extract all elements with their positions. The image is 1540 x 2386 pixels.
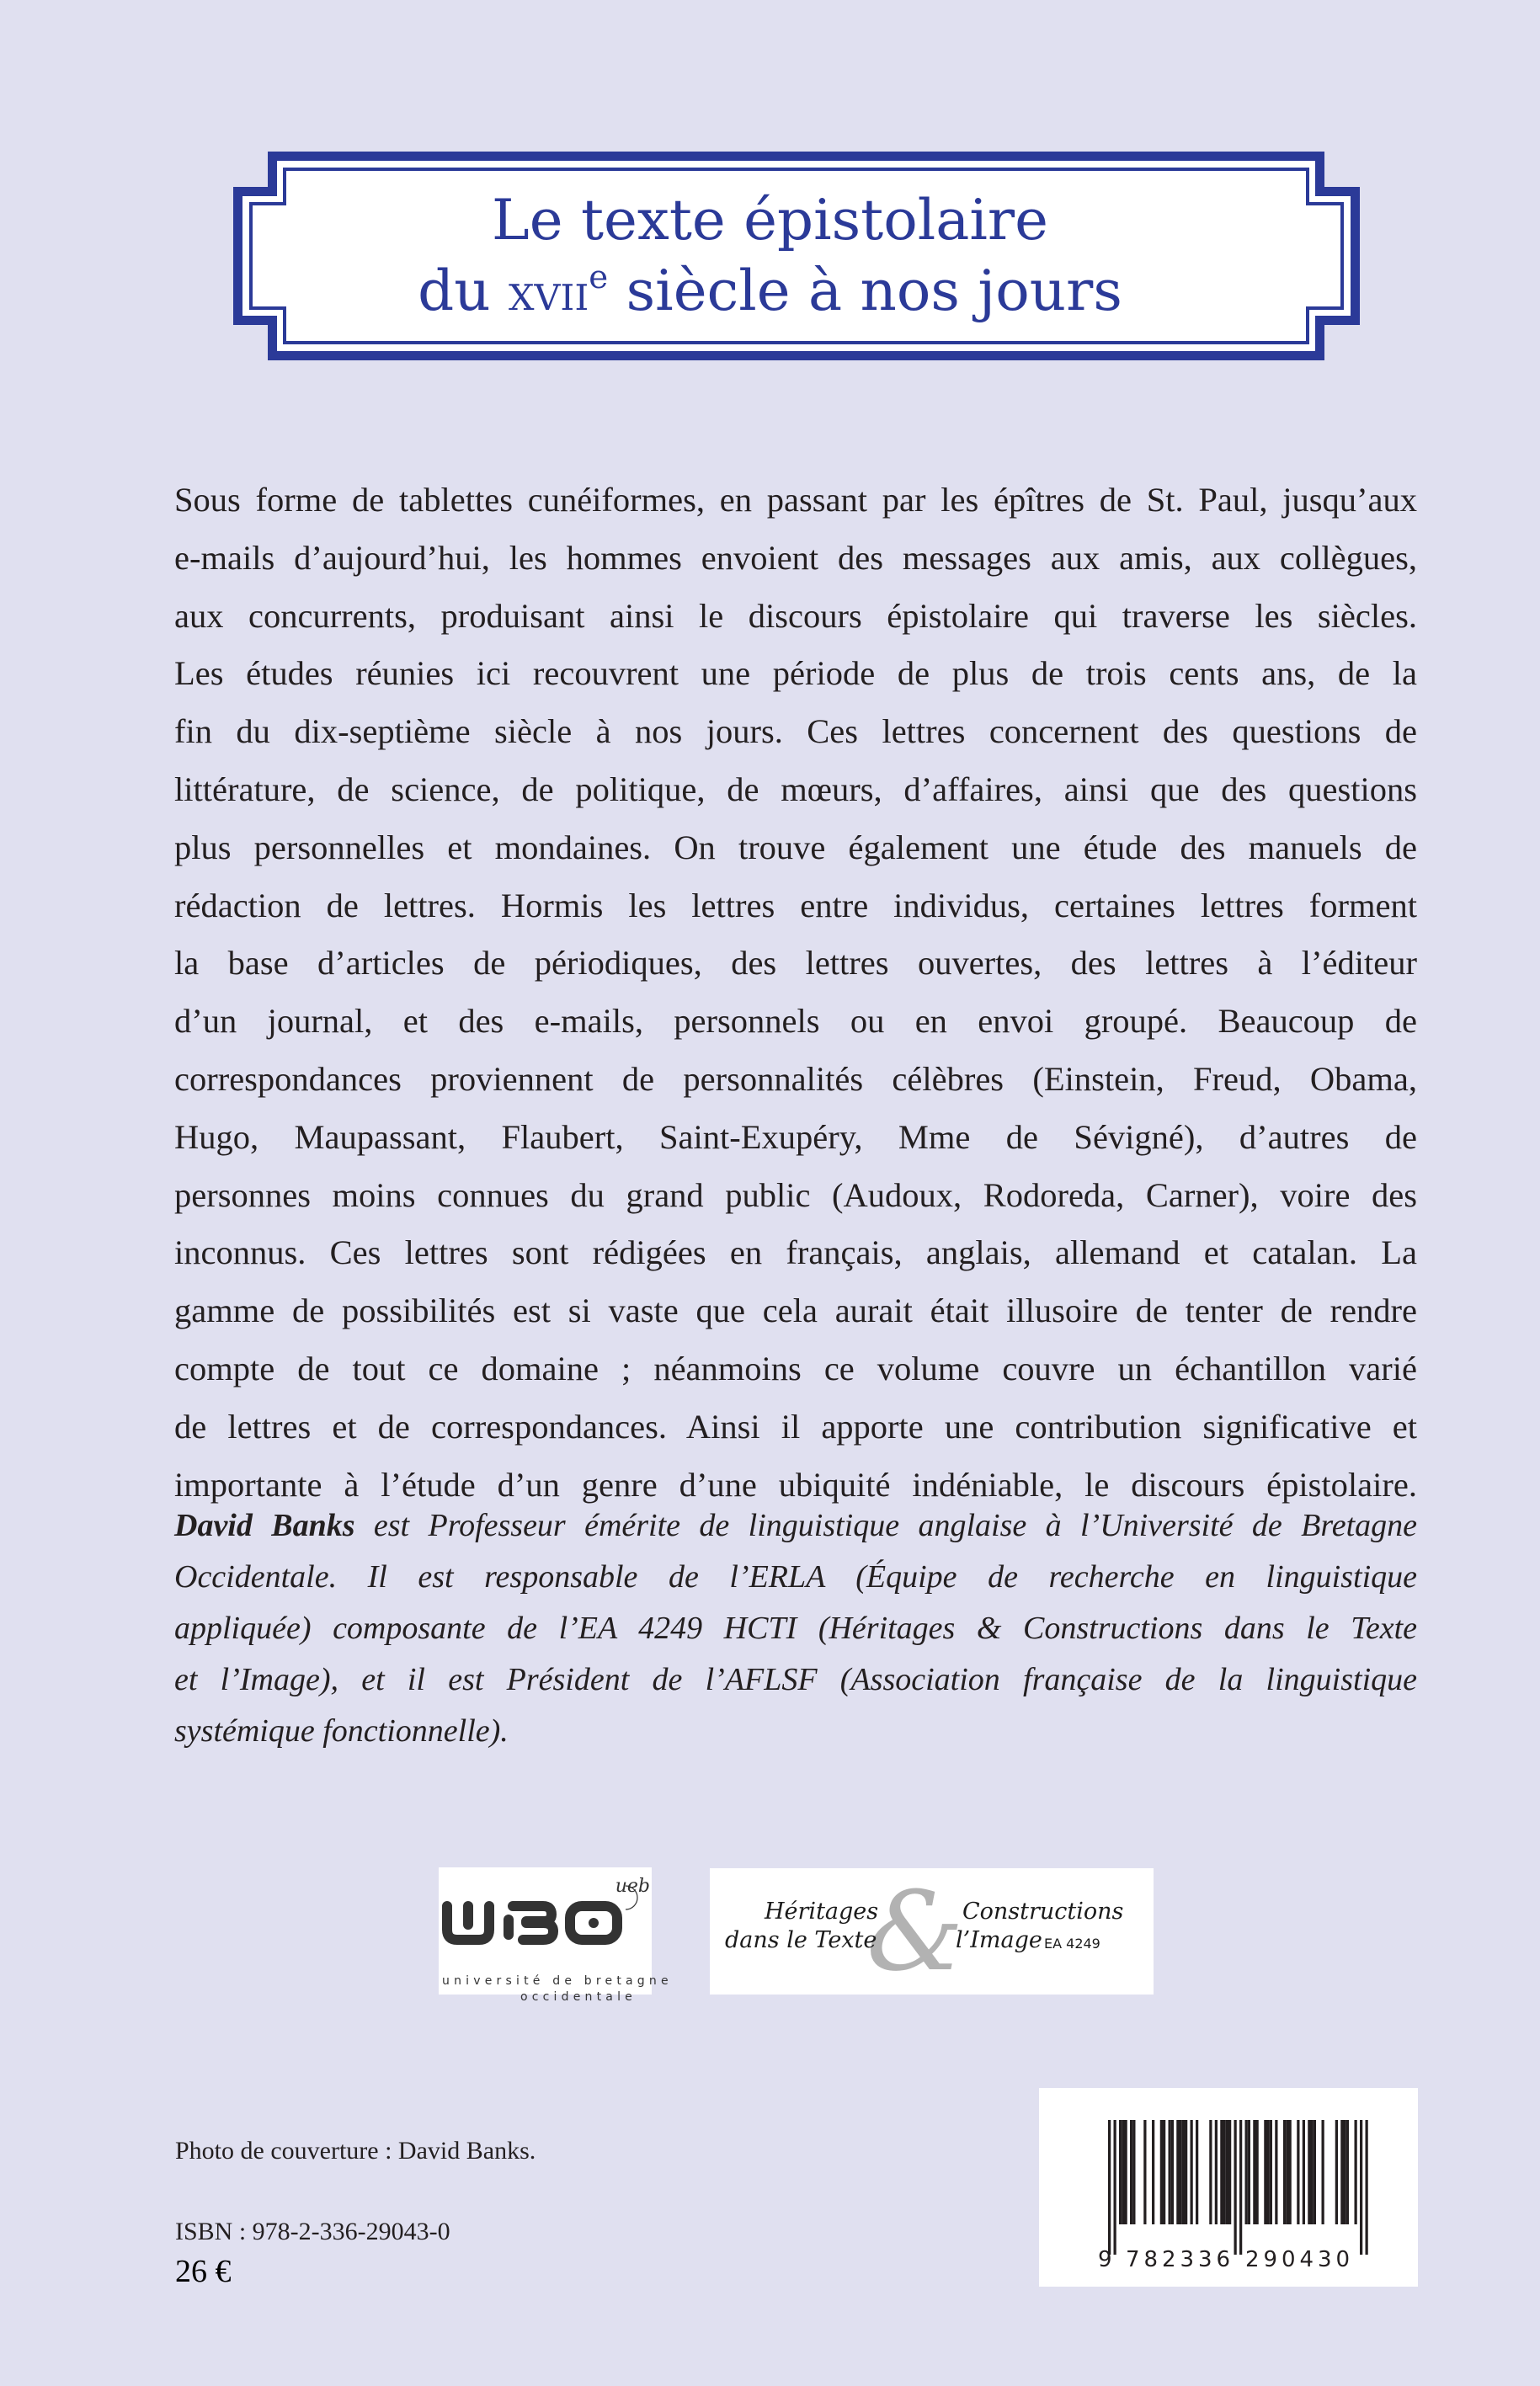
ampersand-icon: & xyxy=(866,1867,964,1995)
description-line: compte de tout ce domaine ; néanmoins ce volume couvre un échantillon varié xyxy=(174,1349,1417,1387)
isbn: ISBN : 978-2-336-29043-0 xyxy=(175,2218,450,2245)
description-line: la base d’articles de périodiques, des lettres ouvertes, des lettres à l’éditeur xyxy=(174,944,1417,983)
barcode-digit-first: 9 xyxy=(1098,2247,1112,2272)
description-line: personnes moins connues du grand public (Audoux, Rodoreda, Carner), voire des xyxy=(174,1175,1417,1214)
description-line: rédaction de lettres. Hormis les lettres entre individus, certaines lettres forment xyxy=(174,886,1417,924)
hcti-unit-code: EA 4249 xyxy=(1044,1936,1100,1952)
barcode-digits-right: 290430 xyxy=(1245,2247,1350,2272)
title-century: xvii xyxy=(508,264,589,322)
hcti-logo xyxy=(710,1868,1154,1995)
isbn-barcode xyxy=(1039,2088,1418,2287)
description-line: Hugo, Maupassant, Flaubert, Saint-Exupéry, Mme de Sévigné), d’autres de xyxy=(174,1117,1417,1156)
author-bio-line: et l’Image), et il est Président de l’AFLSF (Association française de la linguistique xyxy=(174,1662,1417,1697)
hcti-heritages: Héritages xyxy=(765,1899,879,1925)
description-line: Les études réunies ici recouvrent une période de plus de trois cents ans, de la xyxy=(174,654,1417,693)
book-title-line-1: Le texte épistolaire xyxy=(492,188,1048,253)
barcode-digits-left: 782336 xyxy=(1126,2247,1230,2272)
description-line: importante à l’étude d’un genre d’une ubiquité indéniable, le discours épistolaire. xyxy=(174,1465,1417,1504)
hcti-dans-le-texte: dans le Texte xyxy=(725,1927,877,1953)
ubo-logo xyxy=(439,1867,673,2004)
book-title-line-2 xyxy=(0,258,1540,327)
title-century-superscript: e xyxy=(589,258,609,296)
description-line: fin du dix-septième siècle à nos jours. Ces lettres concernent des questions de xyxy=(174,712,1417,751)
author-bio-line: Occidentale. Il est responsable de l’ERLA (Équipe de recherche en linguistique xyxy=(174,1559,1417,1595)
description-line: plus personnelles et mondaines. On trouve également une étude des manuels de xyxy=(174,828,1417,866)
title-suffix: siècle à nos jours xyxy=(608,258,1122,323)
author-name: David Banks xyxy=(174,1508,355,1543)
book-description xyxy=(174,471,1417,1514)
title-prefix: du xyxy=(418,258,509,323)
barcode-icon xyxy=(1039,2088,1418,2287)
description-line: littérature, de science, de politique, de mœurs, d’affaires, ainsi que des questions xyxy=(174,770,1417,808)
ubo-caption-line-2: occidentale xyxy=(520,1990,637,2004)
ueb-partner-mark: ueb xyxy=(615,1876,650,1897)
hcti-image: l’Image xyxy=(956,1927,1042,1953)
title-frame xyxy=(0,0,1540,387)
description-line: e-mails d’aujourd’hui, les hommes envoient des messages aux amis, aux collègues, xyxy=(174,538,1417,577)
author-bio xyxy=(174,1500,1417,1757)
hcti-constructions: Constructions xyxy=(962,1899,1124,1925)
description-line: Sous forme de tablettes cunéiformes, en passant par les épîtres de St. Paul, jusqu’aux xyxy=(174,481,1417,519)
price: 26 € xyxy=(175,2254,232,2289)
description-line: gamme de possibilités est si vaste que cela aurait était illusoire de tenter de rendre xyxy=(174,1292,1417,1330)
description-line: correspondances proviennent de personnalités célèbres (Einstein, Freud, Obama, xyxy=(174,1059,1417,1098)
author-bio-line xyxy=(174,1500,1417,1552)
description-line: d’un journal, et des e-mails, personnels ou en envoi groupé. Beaucoup de xyxy=(174,1002,1417,1041)
description-line: aux concurrents, produisant ainsi le discours épistolaire qui traverse les siècles. xyxy=(174,596,1417,635)
author-bio-text: est Professeur émérite de linguistique anglaise à l’Université de Bretagne xyxy=(354,1508,1417,1543)
photo-credit: Photo de couverture : David Banks. xyxy=(175,2137,536,2165)
description-line: inconnus. Ces lettres sont rédigées en français, anglais, allemand et catalan. La xyxy=(174,1233,1417,1272)
author-bio-line: appliquée) composante de l’EA 4249 HCTI (Héritages & Constructions dans le Texte xyxy=(174,1611,1417,1646)
author-bio-line: systémique fonctionnelle). xyxy=(174,1713,509,1749)
description-line: de lettres et de correspondances. Ainsi il apporte une contribution significative et xyxy=(174,1407,1417,1446)
ubo-caption-line-1: université de bretagne xyxy=(442,1974,673,1988)
